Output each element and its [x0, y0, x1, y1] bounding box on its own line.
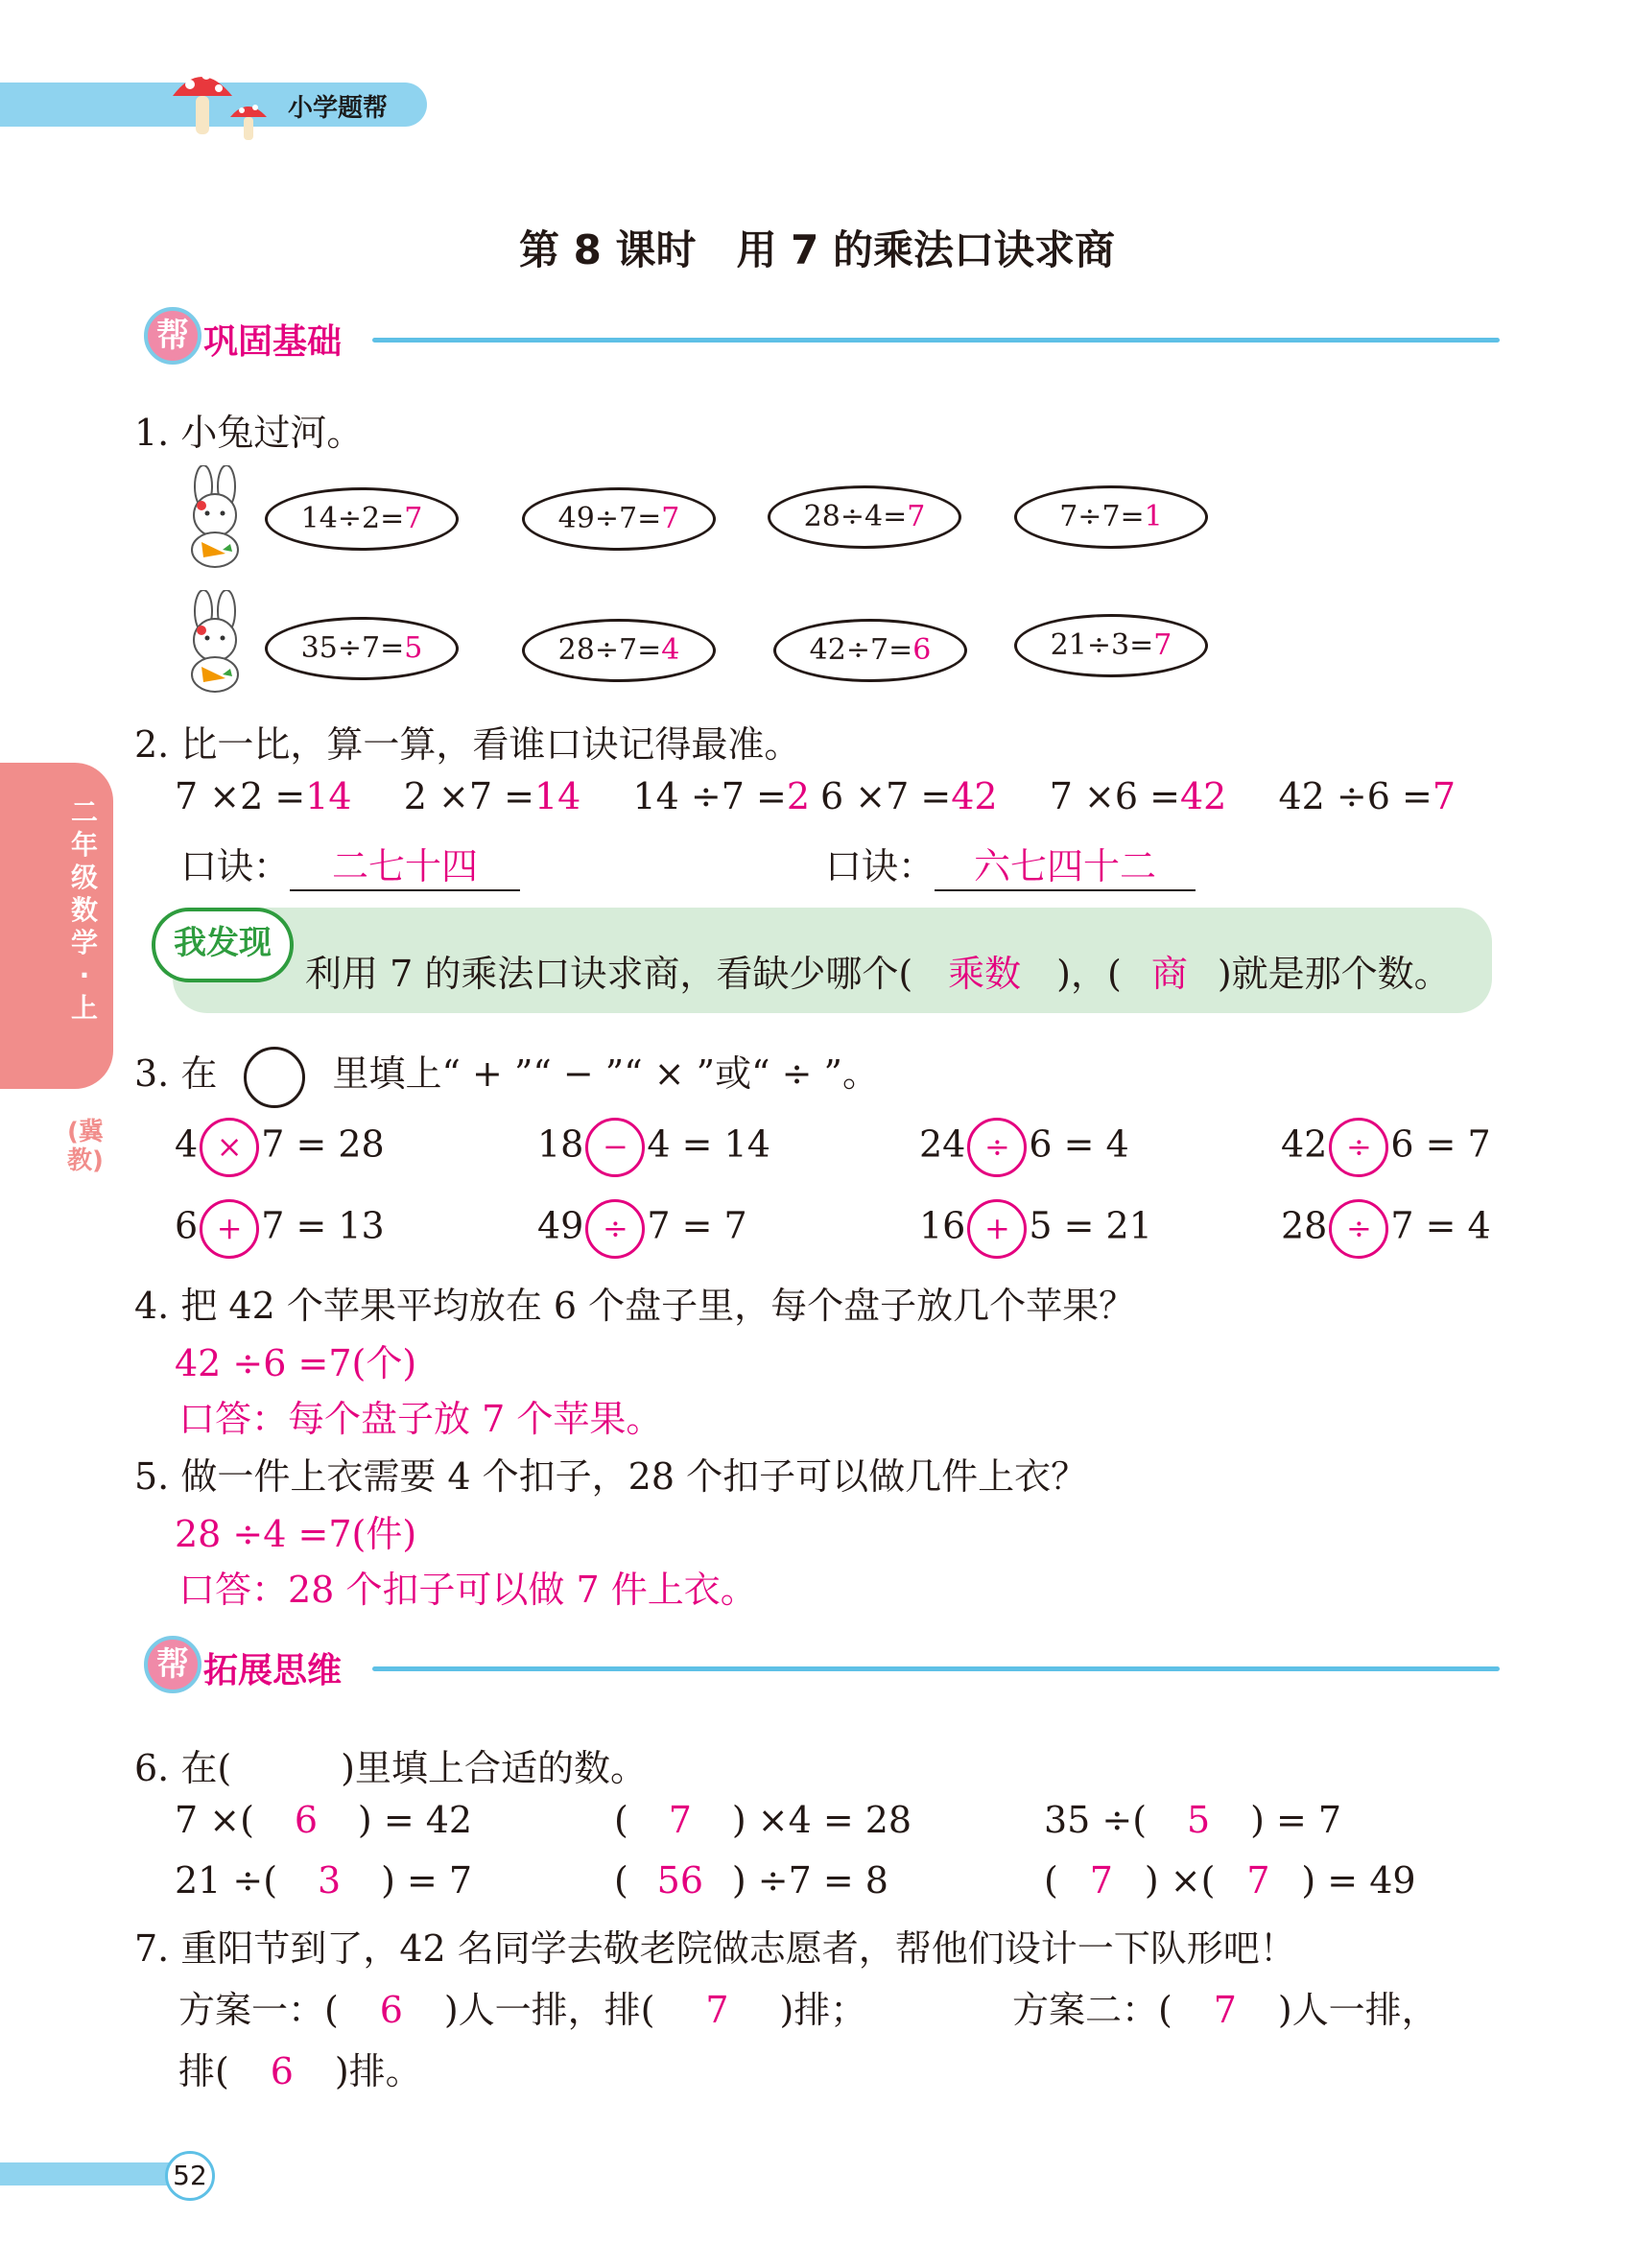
q6-item: 7 ×( 6 ) = 42	[175, 1799, 473, 1841]
q5-title: 5. 做一件上衣需要 4 个扣子，28 个扣子可以做几件上衣？	[134, 1455, 1088, 1498]
q2-rhyme-right: 口诀： 六七四十二	[825, 837, 1196, 891]
q3-title: 3. 在 里填上“ + ”“ − ”“ × ”或“ ÷ ”。	[134, 1044, 879, 1108]
q7-title: 7. 重阳节到了，42 名同学去敬老院做志愿者，帮他们设计一下队形吧！	[134, 1927, 1296, 1970]
section-badge: 帮	[144, 1636, 201, 1693]
q6-item: 21 ÷( 3 ) = 7	[175, 1859, 473, 1902]
side-tab-publisher: (冀教)	[67, 1118, 104, 1175]
section-divider	[372, 338, 1500, 343]
q2-right-row: 6 ×7 =42 7 ×6 =42 42 ÷6 =7	[820, 775, 1456, 817]
q6-item: ( 7 ) ×( 7 ) = 49	[1044, 1859, 1416, 1902]
q7-plan1: 方案一：( 6 )人一排，排( 7 )排；	[178, 1989, 867, 2031]
stone-oval: 28÷7=4	[522, 619, 716, 682]
q4-answer: 口答：每个盘子放 7 个苹果。	[178, 1398, 663, 1440]
brand-label: 小学题帮	[288, 94, 389, 123]
q7-plan2-cont: 排( 6 )排。	[178, 2050, 422, 2092]
q2-left-row: 7 ×2 =14 2 ×7 =14 14 ÷7 =2	[175, 775, 811, 817]
lesson-title: 第 8 课时 用 7 的乘法口诀求商	[519, 226, 1115, 273]
discover-text: 利用 7 的乘法口诀求商，看缺少哪个( 乘数 )，( 商 )就是那个数。	[305, 953, 1451, 995]
rabbit-icon	[173, 465, 259, 571]
stone-oval: 7÷7=1	[1014, 485, 1208, 549]
q6-item: ( 56 ) ÷7 = 8	[614, 1859, 888, 1902]
mushroom-icon	[163, 58, 278, 144]
q3-item: 28 ÷ 7 = 4	[1281, 1199, 1491, 1259]
q3-item: 49 ÷ 7 = 7	[537, 1199, 747, 1259]
q3-item: 16 + 5 = 21	[919, 1199, 1152, 1259]
q6-title: 6. 在( )里填上合适的数。	[134, 1747, 647, 1789]
stone-oval: 35÷7=5	[265, 617, 459, 680]
stone-oval: 14÷2=7	[265, 487, 459, 551]
q3-item: 42 ÷ 6 = 7	[1281, 1118, 1491, 1177]
stone-oval: 49÷7=7	[522, 487, 716, 551]
q3-item: 24 ÷ 6 = 4	[919, 1118, 1129, 1177]
page-band	[0, 2162, 182, 2185]
q5-answer: 口答：28 个扣子可以做 7 件上衣。	[178, 1569, 757, 1611]
q7-plan2: 方案二：( 7 )人一排，	[1012, 1989, 1438, 2031]
q1-title: 1. 小兔过河。	[134, 412, 364, 454]
q3-item: 4 × 7 = 28	[175, 1118, 385, 1177]
section-title-extend: 拓展思维	[203, 1651, 343, 1690]
stone-oval: 21÷3=7	[1014, 614, 1208, 677]
page-number: 52	[165, 2151, 215, 2201]
q5-calc: 28 ÷4 =7(件)	[175, 1513, 417, 1555]
q4-title: 4. 把 42 个苹果平均放在 6 个盘子里，每个盘子放几个苹果？	[134, 1285, 1136, 1327]
section-divider	[372, 1666, 1500, 1671]
q2-title: 2. 比一比，算一算，看谁口诀记得最准。	[134, 723, 801, 766]
q2-rhyme-left: 口诀： 二七十四	[180, 837, 520, 891]
q4-calc: 42 ÷6 =7(个)	[175, 1342, 417, 1384]
q6-item: ( 7 ) ×4 = 28	[614, 1799, 912, 1841]
section-badge: 帮	[144, 307, 201, 365]
discover-badge: 我发现	[152, 908, 294, 982]
stone-oval: 42÷7=6	[773, 619, 967, 682]
section-title-basic: 巩固基础	[203, 322, 343, 362]
side-tab-grade: 二年级数学·上	[70, 796, 98, 1024]
rabbit-icon	[173, 590, 259, 696]
blank-circle	[244, 1047, 305, 1108]
q6-item: 35 ÷( 5 ) = 7	[1044, 1799, 1342, 1841]
q3-item: 6 + 7 = 13	[175, 1199, 385, 1259]
q3-item: 18 − 4 = 14	[537, 1118, 770, 1177]
stone-oval: 28÷4=7	[768, 485, 961, 549]
